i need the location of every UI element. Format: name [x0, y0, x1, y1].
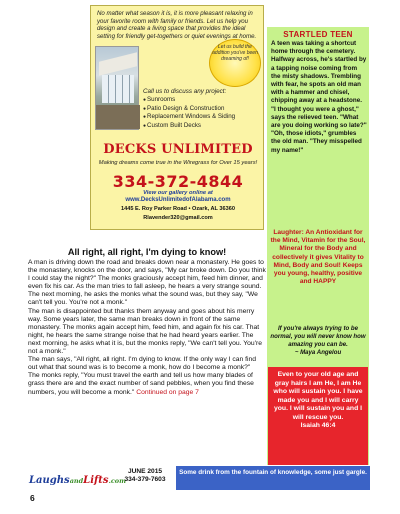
ad-sun-text: Let us build the addition you've been dreaming of! — [212, 44, 258, 62]
ad-address: 1445 E. Roy Parker Road • Ozark, AL 36360 — [121, 206, 235, 212]
angelou-quote: If you're always trying to be normal, you will never know how amazing you can be. ~ Maya Angelou — [270, 325, 366, 356]
ad-tagline: Making dreams come true in the Wiregrass for Over 15 years! — [98, 160, 258, 166]
decks-unlimited-ad — [90, 5, 264, 230]
sunroom-base — [96, 105, 140, 129]
logo-part-lifts: Lifts — [83, 475, 109, 486]
ad-service-item: ● Replacement Windows & Siding — [143, 113, 235, 122]
article-title: All right, all right, I'm dying to know! — [67, 247, 227, 257]
teen-title: STARTLED TEEN — [283, 30, 353, 39]
footer-banner — [176, 466, 370, 490]
ad-call-label: Call us to discuss any project: — [143, 88, 227, 95]
ad-service-item: ● Sunrooms — [143, 96, 235, 105]
ad-phone-number[interactable]: 334-372-4844 — [112, 172, 244, 191]
logo-suffix: .com — [108, 477, 126, 485]
continued-link[interactable]: Continued on page 7 — [136, 388, 199, 396]
laughter-text: Laughter: An Antioxidant for the Mind, Vitamin for the Soul, Mineral for the Body and collectively it gives Vitality to Mind, Body and Soul! Keeps you young, healthy, positive and HAPPY — [270, 229, 366, 286]
ad-services-list — [143, 96, 235, 131]
logo-part-laughs: Laughs — [29, 475, 70, 486]
footer-phone[interactable]: 334-379-7603 — [124, 476, 166, 484]
ad-business-name: DECKS UNLIMITED — [103, 142, 253, 157]
article-body — [28, 259, 266, 397]
teen-story: A teen was taking a shortcut home through the cemetery. Halfway across, he's startled by a tapping noise coming from the misty shadows. Trembling with fear, he spots an old man with a hammer and chisel, chipping away at a headstone. "I thought you were a ghost," says the relieved teen. "What are you doing working so late?" "Oh, those idiots," grumbles the old man. "They misspelled my name!" — [271, 40, 367, 154]
ad-email-link[interactable]: Rlavender320@gmail.com — [143, 215, 213, 221]
ad-intro-text: No matter what season it is, it is more pleasant relaxing in your favorite room with family or friends. Let us help you design and create a living space that provides the ideal setting for friendly get-togethers or quiet evenings at home. — [97, 10, 257, 40]
sunroom-photo — [95, 46, 139, 130]
footer-date: JUNE 2015 — [127, 468, 163, 475]
laughs-and-lifts-logo[interactable] — [29, 475, 126, 487]
sunroom-windows — [102, 75, 134, 103]
ad-website-link[interactable]: www.DecksUnlimitedofAlabama.com — [125, 197, 231, 203]
ad-service-item: ● Custom Built Decks — [143, 122, 235, 131]
article-body-text: A man is driving down the road and breaks down near a monastery. He goes to the monastery, knocks on the door, and says, "My car broke down. Do you think I could stay the night?" The monks graciously accept him, feed him dinner, and even fix his car. As the man tries to fall asleep, he hears a very strange sound. The next morning, he asks the monks what the sound was, but they say, "We can't tell you. You're not a monk." The man is disappointed but thanks them anyway and goes about his merry way. Some years later, the same man breaks down in front of the same monastery. The monks again accept him, feed him, and again fix his car. That night, he hears the same strange noise that he had heard years earlier. The next morning, he asks what it is, but the monks reply, "We can't tell you. You're not a monk." The man says, "All right, all right. I'm dying to know. If the only way I can find out what that sound was is to become a monk, how do I become a monk?" The monks reply, "You must travel the earth and tell us how many blades of grass there are and the exact number of sand pebbles, when you find these numbers, you will become a monk." — [28, 259, 266, 396]
footer-banner-text: Some drink from the fountain of knowledge, some just gargle. — [179, 469, 367, 476]
verse-text: Even to your old age and gray hairs I am He, I am He who will sustain you. I have made you and I will carry you. I will sustain you and I will rescue you. Isaiah 46:4 — [273, 371, 363, 429]
sunroom-roof — [99, 52, 137, 75]
joke-article — [28, 247, 266, 397]
logo-part-and: and — [69, 477, 84, 485]
footer-date-phone — [120, 468, 170, 485]
ad-web-label: View our gallery online at — [143, 190, 213, 196]
ad-service-item: ● Patio Design & Construction — [143, 105, 235, 114]
page-number: 6 — [30, 493, 35, 503]
bible-verse-box — [268, 367, 368, 465]
